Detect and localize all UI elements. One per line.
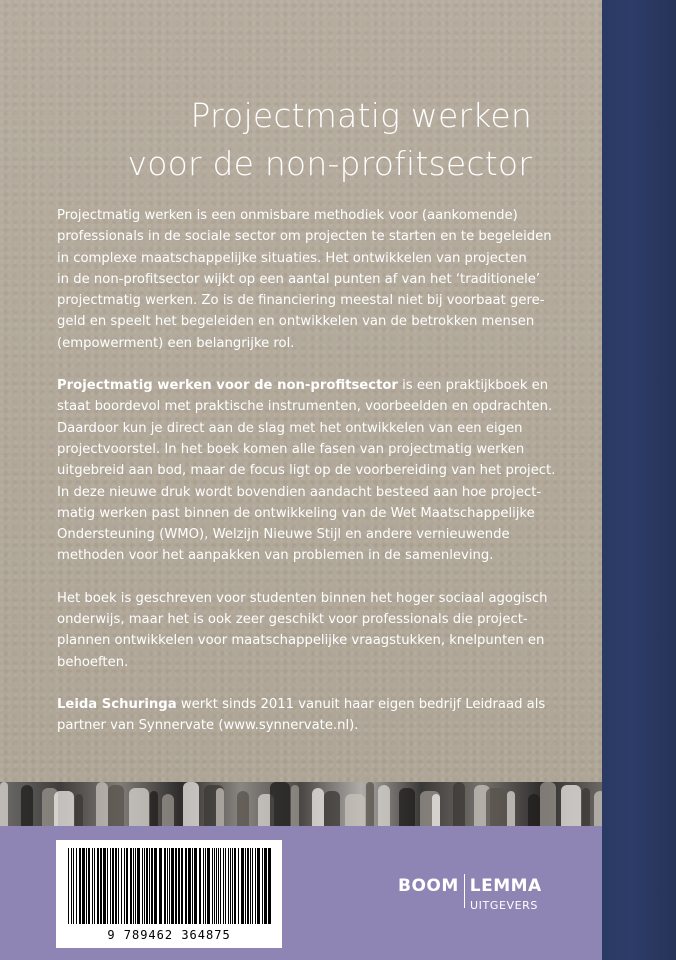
pedestrian-figure: [345, 794, 365, 826]
pedestrian-figure: [21, 785, 33, 826]
text-line: uitgebreid aan bod, maar de focus ligt op de voorbereiding van het project.: [57, 463, 556, 479]
pedestrian-figure: [0, 782, 8, 826]
barcode-bars: [66, 848, 272, 924]
text-line: projectmatig werken. Zo is de financiering meestal niet bij voorbaat gere-: [57, 293, 545, 309]
pedestrian-figure: [507, 791, 515, 826]
book-spine: [602, 0, 676, 960]
text-line: Ondersteuning (WMO), Welzijn Nieuwe Stijl en andere vernieuwende: [57, 527, 510, 543]
text-line: in de non-profitsector wijkt op een aantal punten af van het ‘traditionele’: [57, 271, 541, 287]
title-line-2: voor de non-profitsector: [127, 144, 532, 183]
text-line: professionals in de sociale sector om projecten te starten en te begeleiden: [57, 229, 552, 245]
isbn-number: 9 789462 364875: [107, 928, 231, 942]
pedestrian-figure: [96, 782, 108, 826]
book-title: [128, 92, 532, 188]
pedestrian-figure: [486, 788, 506, 826]
pedestrian-figure: [75, 794, 83, 826]
text-line: projectvoorstel. In het boek komen alle fasen van projectmatig werken: [57, 441, 525, 457]
text-line: staat boordevol met praktische instrumenten, voorbeelden en opdrachten.: [57, 399, 553, 415]
publisher-subtitle: UITGEVERS: [470, 899, 538, 912]
pedestrian-figure: [594, 791, 602, 826]
pedestrian-figure: [237, 791, 249, 826]
pedestrian-figure: [528, 794, 540, 826]
pedestrian-figure: [432, 794, 440, 826]
text-line: matig werken past binnen de ontwikkeling van de Wet Maatschappelijke: [57, 505, 535, 521]
pedestrian-figure: [312, 788, 324, 826]
pedestrian-figure: [324, 791, 340, 826]
paragraph-author: Leida Schuringa werkt sinds 2011 vanuit haar eigen bedrijf Leidraad als partner van Synnervate (www.synnervate.nl).: [57, 694, 577, 737]
barcode: [56, 840, 282, 948]
logo-divider: [464, 874, 465, 908]
pedestrian-figure: [183, 782, 199, 826]
text-line: (empowerment) een belangrijke rol.: [57, 335, 295, 351]
pedestrian-figure: [150, 791, 158, 826]
pedestrian-figure: [582, 788, 590, 826]
pedestrian-figure: [54, 791, 74, 826]
pedestrian-figure: [366, 782, 374, 826]
text-line: onderwijs, maar het is ook zeer geschikt voor professionals die project-: [57, 612, 528, 628]
pedestrian-figure: [216, 788, 224, 826]
title-line-1: Projectmatig werken: [190, 96, 532, 135]
text-line: geld en speelt het begeleiden en ontwikkelen van de betrokken mensen: [57, 314, 535, 330]
crowd-photo-strip: [0, 782, 602, 826]
pedestrian-figure: [108, 785, 124, 826]
paragraph-description: Projectmatig werken voor de non-profitsector is een praktijkboek en staat boordevol met praktische instrumenten, voorbeelden en opdrachten. Daardoor kun je direct aan de slag met het ontwikkelen van een eigen projectvoorstel. In het boek komen alle fasen van projectmatig werken uitgebreid aan bod, maar de focus ligt op de voorbereiding van het project. In deze nieuwe druk wordt bovendien aandacht besteed aan hoe project- matig werken past binnen de ontwikkeling van de Wet Maatschappelijke Ondersteuning (WMO), Welzijn Nieuwe Stijl en andere vernieuwende methoden voor het aanpakken van problemen in de samenleving.: [57, 375, 577, 567]
text-line: in complexe maatschappelijke situaties. Het ontwikkelen van projecten: [57, 250, 527, 266]
pedestrian-figure: [270, 782, 290, 826]
pedestrian-figure: [453, 782, 465, 826]
text-line: Projectmatig werken is een onmisbare methodiek voor (aankomende): [57, 208, 518, 223]
text-line: methoden voor het aanpakken van problemen in de samenleving.: [57, 548, 494, 564]
pedestrian-figure: [129, 788, 149, 826]
book-title-inline: Projectmatig werken voor de non-profitsector: [57, 378, 398, 394]
pedestrian-figure: [399, 788, 415, 826]
pedestrian-figure: [540, 782, 556, 826]
publisher-band: [0, 826, 602, 960]
text-line: In deze nieuwe druk wordt bovendien aandacht besteed aan hoe project-: [57, 484, 542, 500]
pedestrian-figure: [162, 794, 174, 826]
publisher-logo: [398, 876, 542, 910]
paragraph-audience: [57, 588, 577, 673]
pedestrian-figure: [291, 785, 299, 826]
paragraph-intro: [57, 205, 577, 354]
text-line: behoeften.: [57, 654, 129, 670]
text-line: Daardoor kun je direct aan de slag met het ontwikkelen van een eigen: [57, 420, 523, 436]
text-line: plannen ontwikkelen voor maatschappelijke vraagstukken, knelpunten en: [57, 633, 545, 649]
pedestrian-figure: [561, 785, 581, 826]
author-name: Leida Schuringa: [57, 696, 177, 712]
text-line: Het boek is geschreven voor studenten binnen het hoger sociaal agogisch: [57, 590, 548, 606]
pedestrian-figure: [378, 785, 390, 826]
text-line: partner van Synnervate (www.synnervate.nl).: [57, 718, 359, 734]
publisher-name-right: LEMMA: [469, 876, 542, 896]
publisher-name-left: BOOM: [398, 876, 459, 896]
blurb: [57, 205, 577, 758]
